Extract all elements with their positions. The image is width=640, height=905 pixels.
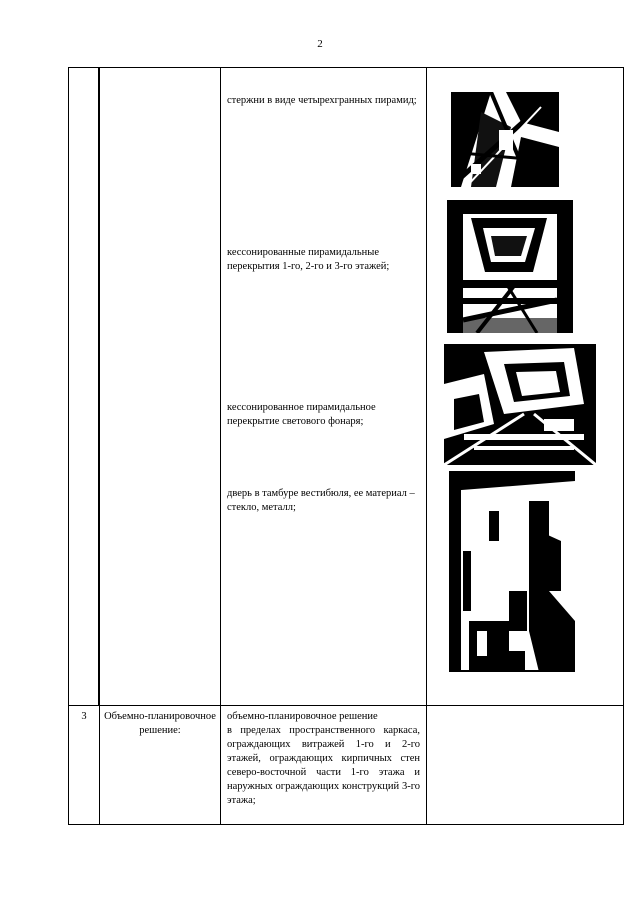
photo-steel-pyramid-rods-icon — [451, 92, 559, 187]
item-text-2: кессонированные пирамидальные перекрытия 1-го, 2-го и 3-го этажей; — [227, 247, 390, 272]
row-description-first-line: объемно-планировочное решение — [227, 711, 378, 722]
item-text-1: стержни в виде четырехгранных пирамид; — [227, 95, 417, 106]
table-row — [69, 706, 624, 825]
row-description — [221, 706, 427, 825]
row-description-body: в пределах пространственного каркаса, ограждающих витражей 1-го и 2-го этажей, ограждающих кирпичных стен северо-восточной части 1-го этажа и наружных ограждающих конструкций 3-го этажа; — [227, 725, 420, 806]
number-cell — [69, 68, 100, 706]
item-text-3: кессонированное пирамидальное перекрытие светового фонаря; — [227, 402, 376, 427]
document-table — [68, 67, 624, 825]
label-cell — [100, 68, 221, 706]
photo-cell — [427, 68, 624, 706]
row-label: Объемно-планировочное решение: — [100, 706, 221, 825]
table-row — [69, 68, 624, 706]
description-cell — [221, 68, 427, 706]
row-photo-cell — [427, 706, 624, 825]
photo-coffered-ceilings-icon — [447, 200, 573, 333]
item-text-4: дверь в тамбуре вестибюля, ее материал – стекло, металл; — [227, 488, 415, 513]
photo-vestibule-door-icon — [449, 471, 575, 672]
photo-skylight-ceiling-icon — [444, 344, 596, 465]
page-number: 2 — [317, 38, 323, 50]
row-number: 3 — [69, 706, 100, 825]
